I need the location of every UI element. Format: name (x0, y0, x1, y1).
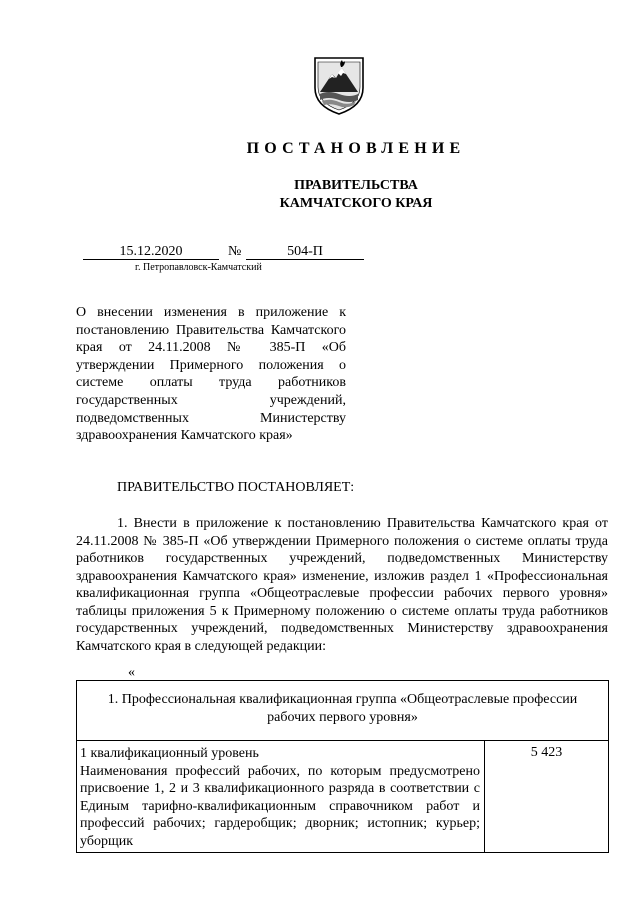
level-description: Наименования профессий рабочих, по которым предусмотрено присвоение 1, 2 и 3 квалификационного разряда в соответствии с Единым тарифно-квалификационным справочником работ и профессий рабочих; гардеробщик; дворник; истопник; курьер; уборщик (80, 763, 480, 849)
number-underline (246, 259, 364, 260)
issuer-line-1: ПРАВИТЕЛЬСТВА (294, 178, 418, 193)
level-value-cell: 5 423 (485, 741, 609, 853)
qualification-table (76, 680, 609, 853)
table-row (77, 741, 609, 853)
document-date: 15.12.2020 (119, 244, 183, 259)
document-number: 504-П (287, 244, 323, 259)
number-sign: № (228, 244, 242, 259)
paragraph-1: 1. Внести в приложение к постановлению Правительства Камчатского края от 24.11.2008 № 385-П «Об утверждении Примерного положения о системе оплаты труда работников государственных учреждений, подведомственных Министерству здравоохранения Камчатского края» изменение, изложив раздел 1 «Профессиональная квалификационная группа «Общеотраслевые профессии рабочих первого уровня» таблицы приложения 5 к Примерному положению о системе оплаты труда работников государственных учреждений, подведомственных Министерству здравоохранения Камчатского края в следующей редакции: (76, 516, 608, 654)
date-underline (83, 259, 219, 260)
issue-city: г. Петропавловск-Камчатский (135, 262, 262, 273)
kamchatka-emblem-icon (312, 54, 366, 116)
document-type-title: ПОСТАНОВЛЕНИЕ (246, 140, 466, 157)
table-header-row (77, 681, 609, 741)
document-subject: О внесении изменения в приложение к постановлению Правительства Камчатского края от 24.11.2008 № 385-П «Об утверждении Примерного положения о системе оплаты труда работников государственных учреждений, подведомственных Министерству здравоохранения Камчатского края» (76, 305, 346, 444)
group-header-cell: 1. Профессиональная квалификационная группа «Общеотраслевые профессии рабочих первого уровня» (77, 681, 609, 741)
decree-statement: ПРАВИТЕЛЬСТВО ПОСТАНОВЛЯЕТ: (117, 480, 355, 495)
quote-open-mark: « (128, 665, 135, 680)
level-title: 1 квалификационный уровень (80, 746, 259, 761)
level-cell (77, 741, 485, 853)
issuer-line-2: КАМЧАТСКОГО КРАЯ (279, 196, 433, 211)
